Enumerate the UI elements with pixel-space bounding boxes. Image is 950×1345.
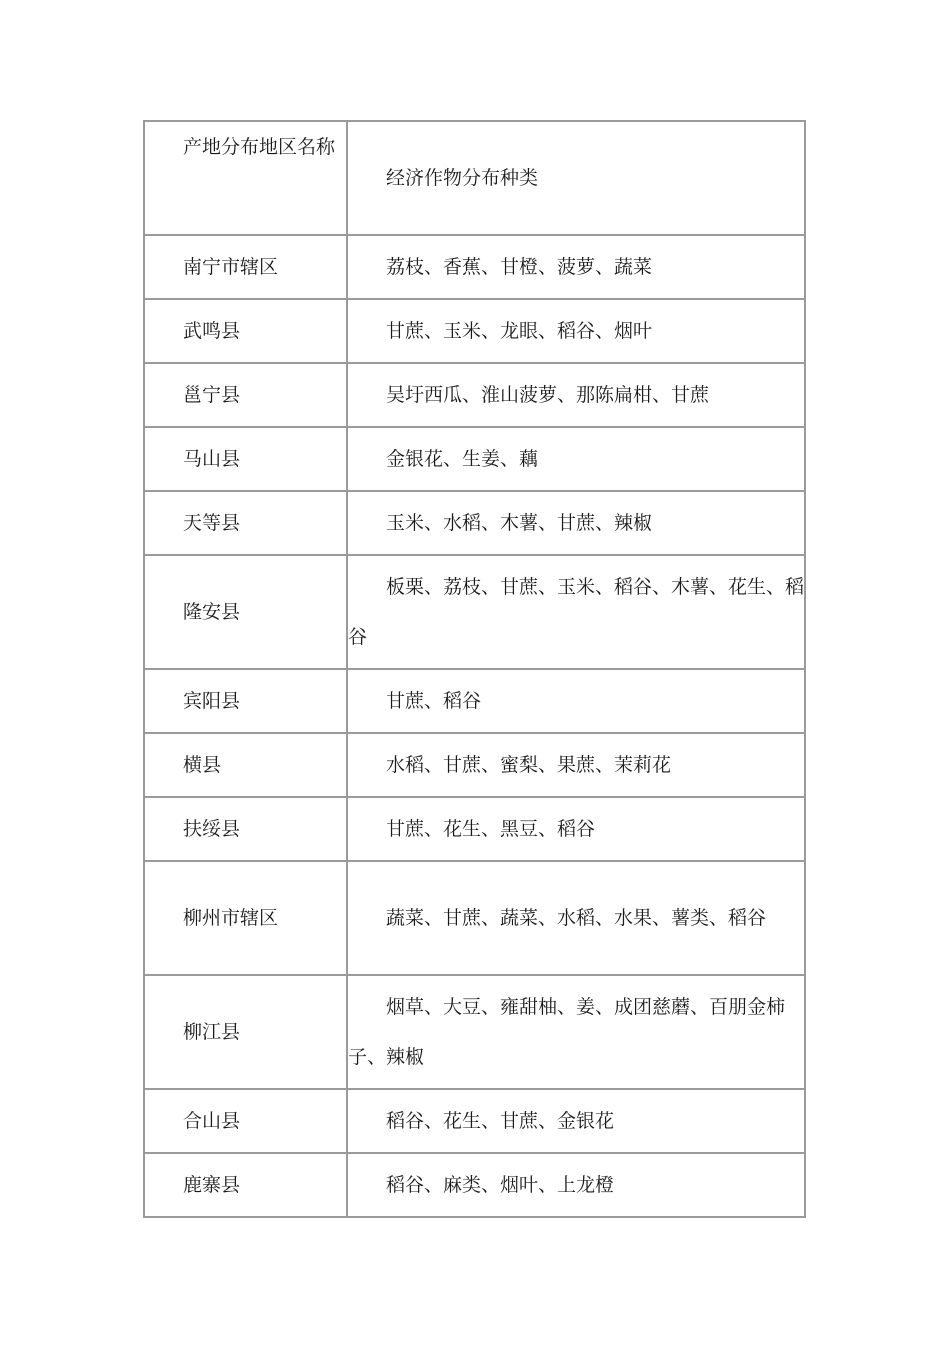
region-cell <box>144 235 347 299</box>
region-name: 武鸣县 <box>183 320 241 342</box>
crop-list: 荔枝、香蕉、甘橙、菠萝、蔬菜 <box>386 256 653 278</box>
crop-list: 蔬菜、甘蔗、蔬菜、水稻、水果、薯类、稻谷 <box>386 907 767 929</box>
region-cell <box>144 363 347 427</box>
header-region-cell <box>144 121 347 235</box>
crop-distribution-table <box>143 120 806 1218</box>
region-name: 横县 <box>183 754 222 776</box>
crop-list: 甘蔗、玉米、龙眼、稻谷、烟叶 <box>386 320 653 342</box>
header-crops-cell <box>347 121 805 235</box>
region-cell <box>144 427 347 491</box>
table-row <box>144 427 805 491</box>
crop-list: 甘蔗、稻谷 <box>386 690 482 712</box>
crops-cell <box>347 1153 805 1217</box>
region-cell <box>144 555 347 669</box>
crop-list: 吴圩西瓜、淮山菠萝、那陈扁柑、甘蔗 <box>386 384 710 406</box>
region-name: 柳州市辖区 <box>183 907 279 929</box>
header-region-label: 产地分布地区名称 <box>183 136 336 158</box>
crop-list: 甘蔗、花生、黑豆、稻谷 <box>386 818 596 840</box>
region-cell <box>144 1153 347 1217</box>
table-row <box>144 235 805 299</box>
table-row <box>144 669 805 733</box>
region-cell <box>144 975 347 1089</box>
crops-cell <box>347 733 805 797</box>
crop-list: 稻谷、麻类、烟叶、上龙橙 <box>386 1174 615 1196</box>
crop-list: 水稻、甘蔗、蜜梨、果蔗、茉莉花 <box>386 754 672 776</box>
table-row <box>144 797 805 861</box>
crops-cell <box>347 427 805 491</box>
region-cell <box>144 797 347 861</box>
crops-cell <box>347 299 805 363</box>
region-name: 隆安县 <box>183 601 241 623</box>
table-header-row <box>144 121 805 235</box>
region-name: 南宁市辖区 <box>183 256 279 278</box>
table-row <box>144 555 805 669</box>
region-cell <box>144 491 347 555</box>
crops-cell <box>347 861 805 975</box>
region-cell <box>144 299 347 363</box>
crop-list: 烟草、大豆、雍甜柚、姜、成团慈蘑、百朋金柿子、辣椒 <box>348 996 786 1068</box>
crops-cell <box>347 555 805 669</box>
table-row <box>144 491 805 555</box>
region-name: 马山县 <box>183 448 241 470</box>
region-name: 天等县 <box>183 512 241 534</box>
table-row <box>144 861 805 975</box>
crops-cell <box>347 669 805 733</box>
region-cell <box>144 669 347 733</box>
region-cell <box>144 1089 347 1153</box>
region-name: 鹿寨县 <box>183 1174 241 1196</box>
header-crops-label: 经济作物分布种类 <box>386 167 539 189</box>
table-row <box>144 363 805 427</box>
crops-cell <box>347 1089 805 1153</box>
crops-cell <box>347 235 805 299</box>
region-name: 柳江县 <box>183 1021 241 1043</box>
region-name: 邕宁县 <box>183 384 241 406</box>
crop-list: 板栗、荔枝、甘蔗、玉米、稻谷、木薯、花生、稻谷 <box>348 576 805 648</box>
table-row <box>144 1089 805 1153</box>
table-row <box>144 733 805 797</box>
table-row <box>144 975 805 1089</box>
crops-cell <box>347 975 805 1089</box>
crop-list: 金银花、生姜、藕 <box>386 448 539 470</box>
region-name: 合山县 <box>183 1110 241 1132</box>
crops-cell <box>347 491 805 555</box>
crop-list: 玉米、水稻、木薯、甘蔗、辣椒 <box>386 512 653 534</box>
crops-cell <box>347 797 805 861</box>
table-row <box>144 1153 805 1217</box>
crops-cell <box>347 363 805 427</box>
region-cell <box>144 861 347 975</box>
region-name: 宾阳县 <box>183 690 241 712</box>
crop-list: 稻谷、花生、甘蔗、金银花 <box>386 1110 615 1132</box>
region-cell <box>144 733 347 797</box>
table-row <box>144 299 805 363</box>
region-name: 扶绥县 <box>183 818 241 840</box>
